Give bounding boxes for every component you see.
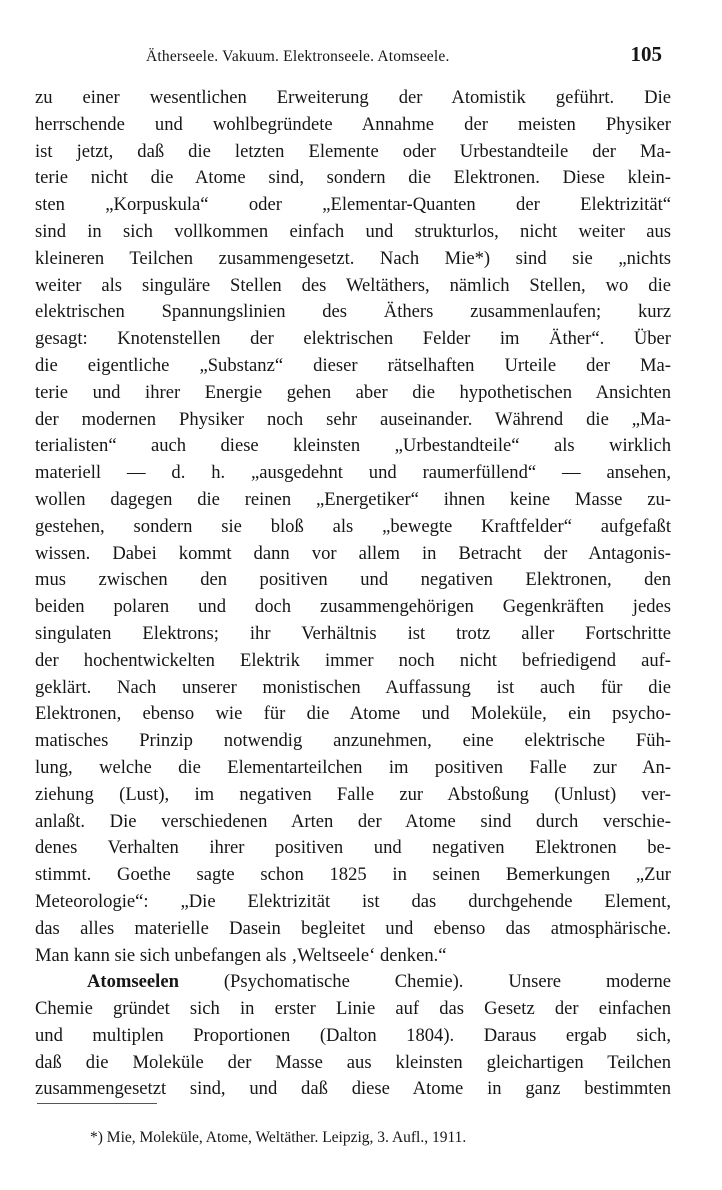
footnote: *) Mie, Moleküle, Atome, Weltäther. Leipzig, 3. Aufl., 1911. — [90, 1129, 467, 1146]
section-heading-line — [35, 969, 671, 996]
text-line: wissen. Dabei kommt dann vor allem in Betracht der Antagonis- — [35, 542, 671, 564]
text-line: die eigentliche „Substanz“ dieser rätselhaften Urteile der Ma- — [35, 354, 671, 376]
text-line: Elektronen, ebenso wie für die Atome und Moleküle, ein psycho- — [35, 703, 671, 725]
text-line: der hochentwickelten Elektrik immer noch nicht befriedigend auf- — [35, 649, 671, 671]
text-line: und multiplen Proportionen (Dalton 1804). Daraus ergab sich, — [35, 1024, 671, 1046]
text-line: zu einer wesentlichen Erweiterung der Atomistik geführt. Die — [35, 87, 671, 108]
text-line: ziehung (Lust), im negativen Falle zur Abstoßung (Unlust) ver- — [35, 783, 671, 805]
text-line: sten „Korpuskula“ oder „Elementar-Quanten der Elektrizität“ — [35, 194, 671, 216]
text-line: terie nicht die Atome sind, sondern die Elektronen. Diese klein- — [35, 167, 671, 189]
text-line: lung, welche die Elementarteilchen im positiven Falle zur An- — [35, 756, 671, 778]
text-line: Man kann sie sich unbefangen als ‚Weltseele‘ denken.“ — [35, 944, 447, 966]
text-line: terie und ihrer Energie gehen aber die hypothetischen Ansichten — [35, 381, 671, 403]
text-line: stimmt. Goethe sagte schon 1825 in seinen Bemerkungen „Zur — [35, 864, 671, 886]
text-line: singulaten Elektrons; ihr Verhältnis ist trotz aller Fortschritte — [35, 622, 671, 644]
section-heading-rest: (Psychomatische Chemie). Unsere moderne — [178, 971, 671, 993]
text-line: Chemie gründet sich in erster Linie auf das Gesetz der einfachen — [35, 998, 671, 1020]
section-heading: Atomseelen — [87, 971, 179, 993]
text-line: ist jetzt, daß die letzten Elemente oder Urbestandteile der Ma- — [35, 140, 671, 162]
text-line: anlaßt. Die verschiedenen Arten der Atome sind durch verschie- — [35, 810, 671, 832]
footnote-divider — [37, 1103, 157, 1104]
running-header — [36, 42, 662, 72]
text-line: sind in sich vollkommen einfach und strukturlos, nicht weiter aus — [35, 220, 671, 242]
text-line: kleineren Teilchen zusammengesetzt. Nach Mie*) sind sie „nichts — [35, 247, 671, 269]
text-line: matisches Prinzip notwendig anzunehmen, eine elektrische Füh- — [35, 730, 671, 752]
page-number: 105 — [630, 42, 662, 66]
text-line: daß die Moleküle der Masse aus kleinsten gleichartigen Teilchen — [35, 1051, 671, 1073]
text-line: gestehen, sondern sie bloß als „bewegte Kraftfelder“ aufgefaßt — [35, 515, 671, 537]
text-line: gesagt: Knotenstellen der elektrischen Felder im Äther“. Über — [35, 328, 671, 350]
text-line: das alles materielle Dasein begleitet und ebenso das atmosphärische. — [35, 917, 671, 939]
text-line: der modernen Physiker noch sehr auseinander. Während die „Ma- — [35, 408, 671, 430]
body-text — [35, 85, 671, 1103]
text-line: mus zwischen den positiven und negativen Elektronen, den — [35, 569, 671, 591]
text-line: herrschende und wohlbegründete Annahme der meisten Physiker — [35, 113, 671, 135]
text-line: beiden polaren und doch zusammengehörigen Gegenkräften jedes — [35, 596, 671, 618]
text-line: elektrischen Spannungslinien des Äthers zusammenlaufen; kurz — [35, 301, 671, 323]
text-line: geklärt. Nach unserer monistischen Auffassung ist auch für die — [35, 676, 671, 698]
running-title: Ätherseele. Vakuum. Elektronseele. Atomseele. — [146, 48, 450, 65]
text-line: wollen dagegen die reinen „Energetiker“ ihnen keine Masse zu- — [35, 488, 671, 510]
text-line: materiell — d. h. „ausgedehnt und raumerfüllend“ — ansehen, — [35, 462, 671, 484]
text-line: terialisten“ auch diese kleinsten „Urbestandteile“ als wirklich — [35, 435, 671, 457]
text-line: weiter als singuläre Stellen des Weltäthers, nämlich Stellen, wo die — [35, 274, 671, 296]
text-line: denes Verhalten ihrer positiven und negativen Elektronen be- — [35, 837, 671, 859]
text-line: zusammengesetzt sind, und daß diese Atome in ganz bestimmten — [35, 1078, 671, 1100]
text-line: Meteorologie“: „Die Elektrizität ist das durchgehende Element, — [35, 890, 671, 912]
